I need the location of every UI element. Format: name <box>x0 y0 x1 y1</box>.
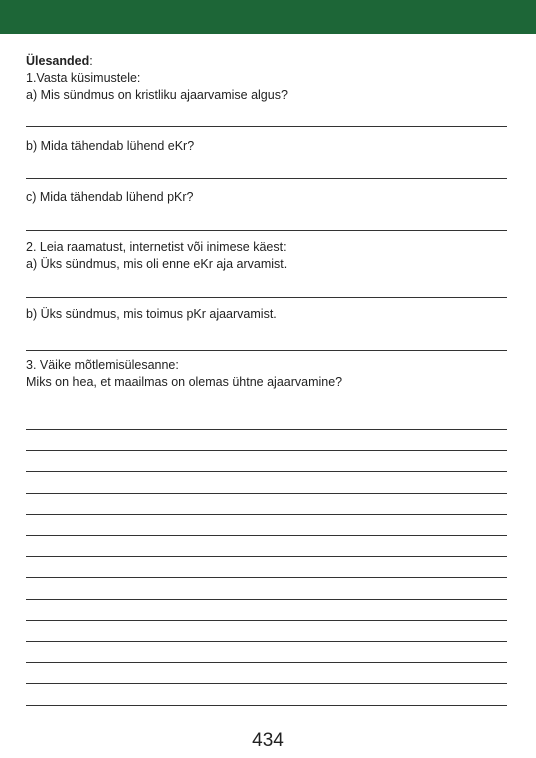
task1-title: 1.Vasta küsimustele: <box>26 71 141 85</box>
answer-line[interactable] <box>26 450 507 451</box>
answer-line[interactable] <box>26 577 507 578</box>
task3-question: Miks on hea, et maailmas on olemas ühtne ajaarvamine? <box>26 375 343 389</box>
answer-line[interactable] <box>26 662 507 663</box>
task1-question-c: c) Mida tähendab lühend pKr? <box>26 190 194 204</box>
task2-title: 2. Leia raamatust, internetist või inimese käest: <box>26 240 287 254</box>
header-band <box>0 0 536 34</box>
answer-line[interactable] <box>26 493 507 494</box>
heading-text: Ülesanded <box>26 54 90 68</box>
heading-colon: : <box>89 54 93 68</box>
section-heading <box>26 53 93 69</box>
answer-line[interactable] <box>26 429 507 430</box>
answer-line[interactable] <box>26 556 507 557</box>
page-number: 434 <box>252 730 284 751</box>
answer-line[interactable] <box>26 126 507 127</box>
task3-title: 3. Väike mõtlemisülesanne: <box>26 358 179 372</box>
task1-question-a: a) Mis sündmus on kristliku ajaarvamise algus? <box>26 88 288 102</box>
task2-question-b: b) Üks sündmus, mis toimus pKr ajaarvamist. <box>26 307 277 321</box>
answer-line[interactable] <box>26 178 507 179</box>
answer-line[interactable] <box>26 514 507 515</box>
task1-question-b: b) Mida tähendab lühend eKr? <box>26 139 195 153</box>
answer-line[interactable] <box>26 641 507 642</box>
answer-line[interactable] <box>26 350 507 351</box>
answer-line[interactable] <box>26 471 507 472</box>
answer-line[interactable] <box>26 705 507 706</box>
answer-line[interactable] <box>26 297 507 298</box>
answer-line[interactable] <box>26 620 507 621</box>
answer-line[interactable] <box>26 683 507 684</box>
answer-line[interactable] <box>26 230 507 231</box>
task2-question-a: a) Üks sündmus, mis oli enne eKr aja arvamist. <box>26 257 288 271</box>
answer-line[interactable] <box>26 599 507 600</box>
answer-line[interactable] <box>26 535 507 536</box>
